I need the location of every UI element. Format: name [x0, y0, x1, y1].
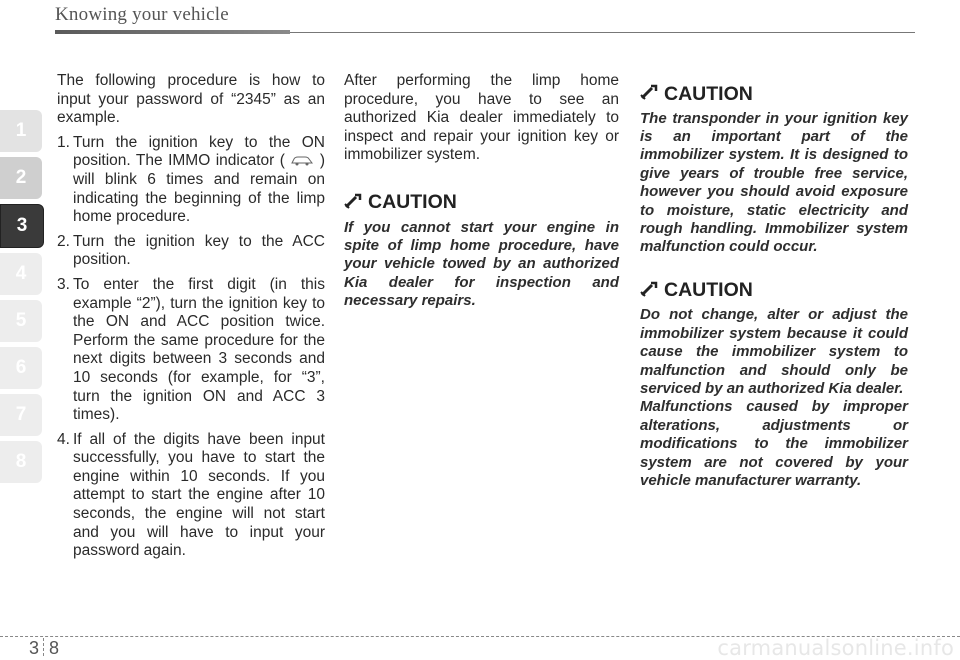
- chapter-tab-2[interactable]: 2: [0, 157, 42, 199]
- immo-car-key-icon: [290, 152, 314, 169]
- step-text: Turn the ignition key to the ACC position.: [73, 232, 325, 269]
- procedure-steps: [57, 134, 325, 561]
- step-number: 2.: [57, 232, 70, 250]
- caution-text: Malfunctions caused by improper alterations, adjustments or modifications to the immobilizer system are not covered by your vehicle manufacturer warranty.: [640, 398, 908, 490]
- caution-wrench-icon: [344, 193, 368, 213]
- caution-title: CAUTION: [664, 82, 753, 105]
- step-text: If all of the digits have been input successfully, you have to start the engine within 10 seconds. If you attempt to start the engine after 10 seconds, the engine will not start and you will have to input your password again.: [73, 430, 325, 560]
- chapter-tabs: [0, 110, 42, 488]
- intro-text: The following procedure is how to input your password of “2345” as an example.: [57, 72, 325, 127]
- caution-text: If you cannot start your engine in spite of limp home procedure, have your vehicle towed by an authorized Kia dealer for inspection and necessary repairs.: [344, 218, 619, 310]
- caution-text: The transponder in your ignition key is an important part of the immobilizer system. It is designed to give years of trouble free service, however you should avoid exposure to moisture, static electricity and rough handling. Immobilizer system malfunction could occur.: [640, 109, 908, 256]
- caution-text: Do not change, alter or adjust the immobilizer system because it could cause the immobilizer system to malfunction and should only be serviced by an authorized Kia dealer.: [640, 306, 908, 398]
- step-number: 4.: [57, 430, 70, 448]
- step-text-post: ) will blink 6 times and remain on indicating the beginning of the limp home procedure.: [73, 152, 325, 226]
- chapter-number: 3: [29, 638, 40, 658]
- watermark: carmanualsonline.info: [717, 636, 954, 660]
- step-number: 3.: [57, 275, 70, 293]
- column-cautions: [640, 72, 908, 491]
- step-number: 1.: [57, 133, 70, 151]
- step-item: [57, 431, 325, 561]
- chapter-tab-6[interactable]: 6: [0, 347, 42, 389]
- chapter-tab-4[interactable]: 4: [0, 253, 42, 295]
- caution-heading: [640, 84, 908, 104]
- chapter-tab-7[interactable]: 7: [0, 394, 42, 436]
- step-text: To enter the first digit (in this example “2”), turn the ignition key to the ON and ACC position twice. Perform the same procedure for the next digits between 3 seconds and 10 seconds (for example, for “3”, turn the ignition ON and ACC 3 times).: [73, 275, 325, 424]
- step-text-pre: Turn the ignition key to the ON position. The IMMO indicator (: [73, 133, 325, 170]
- caution-title: CAUTION: [368, 191, 457, 214]
- step-item: [57, 134, 325, 227]
- header-bar: [55, 30, 290, 34]
- chapter-tab-8[interactable]: 8: [0, 441, 42, 483]
- step-item: [57, 233, 325, 270]
- caution-title: CAUTION: [664, 279, 753, 302]
- chapter-tab-1[interactable]: 1: [0, 110, 42, 152]
- step-item: [57, 276, 325, 425]
- chapter-tab-5[interactable]: 5: [0, 300, 42, 342]
- page-in-chapter: 8: [49, 638, 60, 658]
- column-after-procedure: [344, 72, 619, 311]
- caution-wrench-icon: [640, 281, 664, 301]
- header-rule: [290, 32, 915, 33]
- caution-heading: [344, 193, 619, 213]
- chapter-tab-3[interactable]: 3: [0, 204, 44, 248]
- caution-heading: [640, 281, 908, 301]
- caution-wrench-icon: [640, 84, 664, 104]
- column-procedure: [57, 72, 325, 567]
- after-procedure-text: After performing the limp home procedure, you have to see an authorized Kia dealer immediately to inspect and repair your ignition key or immobilizer system.: [344, 72, 619, 164]
- header-title: Knowing your vehicle: [55, 4, 229, 25]
- page-number: [29, 638, 59, 659]
